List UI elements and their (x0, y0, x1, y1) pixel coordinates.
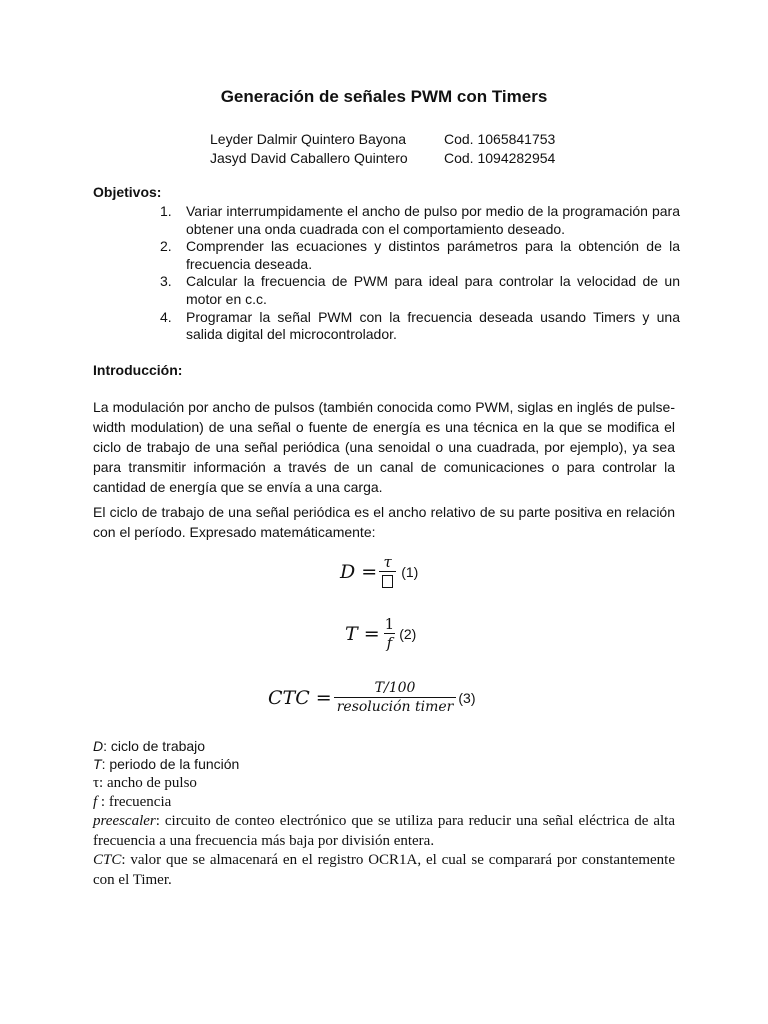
definition-item (93, 851, 675, 890)
list-item-text: Programar la señal PWM con la frecuencia deseada usando Timers y una salida digital del microcontrolador. (186, 308, 680, 343)
definition-symbol: T (93, 756, 102, 772)
author-name: Leyder Dalmir Quintero Bayona (210, 131, 407, 147)
definition-symbol: τ (93, 775, 100, 791)
equation-number: (1) (401, 563, 419, 580)
definition-symbol: f (93, 794, 98, 810)
fraction-denominator: resolución timer (334, 697, 457, 716)
equation-lhs: CTC = (268, 686, 332, 709)
definition-text: : ciclo de trabajo (103, 738, 206, 754)
list-item-number: 2. (160, 238, 172, 255)
list-item (160, 238, 680, 273)
list-item-text: Calcular la frecuencia de PWM para ideal para controlar la velocidad de un motor en c.c. (186, 273, 680, 307)
list-item-text: Variar interrumpidamente el ancho de pulso por medio de la programación para obtener una onda cuadrada con el comportamiento deseado. (186, 203, 680, 237)
definition-symbol: CTC (93, 852, 122, 868)
objectives-heading: Objetivos: (93, 184, 162, 200)
equation-number: (2) (399, 625, 417, 642)
list-item (160, 273, 680, 308)
fraction-numerator: T/100 (374, 680, 416, 696)
list-item (160, 309, 680, 344)
author-code: Cod. 1094282954 (444, 150, 556, 166)
definition-symbol: preescaler (93, 813, 156, 829)
definition-item (93, 793, 675, 813)
equation-number: (3) (458, 689, 476, 706)
fraction (334, 679, 457, 716)
list-item-text: Comprender las ecuaciones y distintos parámetros para la obtención de la frecuencia deseada. (186, 238, 680, 272)
objectives-list (160, 203, 680, 344)
equation-lhs: T = (345, 622, 380, 645)
fraction (379, 553, 396, 590)
equation-1 (340, 553, 418, 590)
definition-item (93, 774, 675, 794)
definition-item (93, 755, 675, 775)
introduction-paragraph: La modulación por ancho de pulsos (también conocida como PWM, siglas en inglés de pulse-width modulation) de una señal o fuente de energía es una técnica en la que se modifica el ciclo de trabajo de una señal periódica (una senoidal o una cuadrada, por ejemplo), ya sea para transmitir información a través de un canal de comunicaciones o para controlar la cantidad de energía que se envía a una carga. (93, 399, 675, 495)
definition-text: : frecuencia (97, 794, 172, 810)
document-title: Generación de señales PWM con Timers (220, 87, 548, 106)
fraction-denominator: f (384, 633, 396, 652)
definition-text: : valor que se almacenará en el registro OCR1A, el cual se comparará por constantemente con el Timer. (93, 852, 675, 888)
missing-glyph-box (382, 575, 393, 588)
list-item (160, 203, 680, 238)
fraction-numerator: 1 (384, 615, 395, 633)
introduction-heading: Introducción: (93, 362, 183, 378)
definition-symbol: D (93, 738, 104, 754)
fraction-numerator: τ (383, 553, 392, 571)
fraction (382, 615, 398, 652)
definition-item (93, 812, 675, 851)
equation-3 (268, 679, 476, 716)
list-item-number: 4. (160, 308, 172, 325)
equation-2 (345, 615, 416, 652)
author-code: Cod. 1065841753 (444, 131, 556, 147)
definition-item (93, 737, 675, 757)
duty-cycle-paragraph: El ciclo de trabajo de una señal periódica es el ancho relativo de su parte positiva en relación con el período. Expresado matemáticamente: (93, 504, 675, 540)
list-item-number: 1. (160, 203, 172, 219)
definition-text: : periodo de la función (101, 756, 240, 772)
list-item-number: 3. (160, 273, 172, 290)
definition-text: : circuito de conteo electrónico que se utiliza para reducir una señal eléctrica de alta frecuencia a una frecuencia más baja por división entera. (93, 813, 675, 849)
equation-lhs: D = (340, 560, 378, 583)
definition-text: : ancho de pulso (99, 775, 197, 791)
fraction-denominator (379, 571, 396, 590)
author-name: Jasyd David Caballero Quintero (210, 150, 408, 166)
